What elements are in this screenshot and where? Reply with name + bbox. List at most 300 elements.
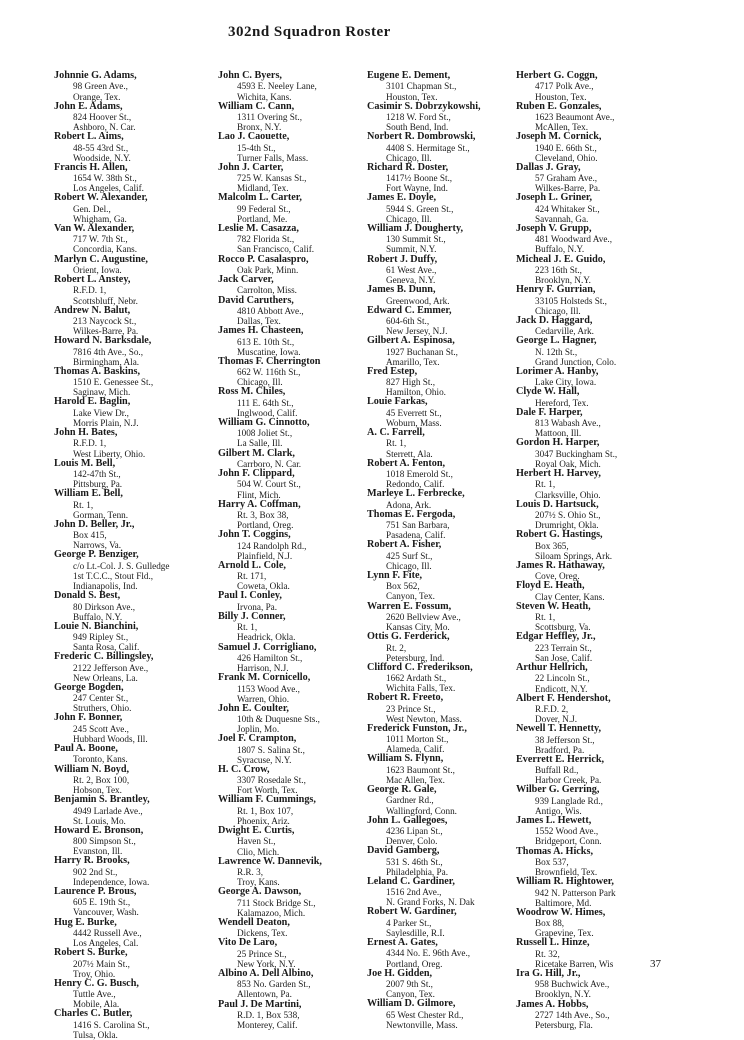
member-name: H. C. Crow, <box>218 763 270 775</box>
member-name: William R. Hightower, <box>516 876 614 888</box>
member-name: Micheal J. E. Guido, <box>516 253 606 265</box>
roster-entry <box>367 306 539 337</box>
roster-entry <box>218 530 390 561</box>
member-name: Marlyn C. Augustine, <box>54 253 148 265</box>
member-address-line: Oak Park, Minn. <box>237 264 299 275</box>
roster-entry <box>54 224 226 255</box>
roster-entry <box>367 102 539 133</box>
member-address-line: 1311 Overing St., <box>237 112 302 122</box>
member-name: Thomas A. Hicks, <box>516 845 593 857</box>
roster-entry <box>54 102 226 133</box>
roster-entry <box>218 826 390 857</box>
member-address-line: Rt. 32, <box>535 948 560 959</box>
member-address-line: 1552 Wood Ave., <box>535 826 599 837</box>
member-address-line: Rt. 1, Box 107, <box>237 805 294 816</box>
member-name: William C. Cann, <box>218 100 295 112</box>
member-name: John F. Bonner, <box>54 712 123 724</box>
member-name: Robert S. Burke, <box>54 947 128 959</box>
roster-entry <box>218 469 390 500</box>
member-address-line: Mobile, Ala. <box>73 999 120 1010</box>
member-address-line: Wichita, Kans. <box>237 91 292 102</box>
member-address-line: Orient, Iowa. <box>73 264 122 275</box>
member-name: Malcolm L. Carter, <box>218 192 302 204</box>
member-name: Jack Carver, <box>218 274 274 286</box>
member-name: William F. Cummings, <box>218 794 316 806</box>
member-address-line: Phoenix, Ariz. <box>237 815 290 826</box>
member-address-line: Vancouver, Wash. <box>73 907 139 918</box>
member-name: George L. Hagner, <box>516 335 597 347</box>
member-name: John F. Clippard, <box>218 468 295 480</box>
member-address-line: 1662 Ardath St., <box>386 673 447 684</box>
member-name: Harry R. Brooks, <box>54 855 130 867</box>
member-address-line: West Newton, Mass. <box>386 713 462 724</box>
member-name: Floyd E. Heath, <box>516 580 585 592</box>
member-name: Samuel J. Corrigliano, <box>218 641 317 653</box>
roster-entry <box>218 163 390 194</box>
member-address-line: Canyon, Tex. <box>386 591 435 602</box>
member-address-line: 2727 14th Ave., So., <box>535 1009 610 1020</box>
roster-entry <box>54 71 226 102</box>
member-address-line: 4 Parker St., <box>386 917 432 928</box>
member-name: Russell L. Hinze, <box>516 937 590 949</box>
roster-entry <box>54 887 226 918</box>
member-address-line: 725 W. Kansas St., <box>237 173 307 184</box>
member-address-line: 902 2nd St., <box>73 866 118 877</box>
member-name: Albino A. Dell Albino, <box>218 967 314 979</box>
member-name: Andrew N. Balut, <box>54 304 131 316</box>
member-address-line: 111 E. 64th St., <box>237 397 294 408</box>
member-address-line: Lake View Dr., <box>73 407 129 418</box>
member-address-line: 61 West Ave., <box>386 264 437 275</box>
member-address-line: 949 Ripley St., <box>73 632 129 643</box>
roster-entry <box>54 856 226 887</box>
member-address-line: Portland, Me. <box>237 213 288 224</box>
member-address-line: 80 Dirkson Ave., <box>73 601 136 612</box>
member-name: John D. Beller, Jr., <box>54 518 135 530</box>
member-address-line: 939 Langlade Rd., <box>535 795 603 806</box>
member-address-line: Hereford, Tex. <box>535 397 589 408</box>
member-address-line: 426 Hamilton St., <box>237 652 303 663</box>
member-address-line: Philadelphia, Pa. <box>386 866 449 877</box>
member-name: Henry C. G. Busch, <box>54 977 139 989</box>
member-address-line: 1416 S. Carolina St., <box>73 1019 150 1030</box>
roster-entry <box>516 224 712 255</box>
member-address-line: Clarksville, Ohio. <box>535 489 601 500</box>
roster-entry <box>367 846 539 877</box>
member-address-line: Fort Worth, Tex. <box>237 785 298 796</box>
member-address-line: Independence, Iowa. <box>73 876 150 887</box>
member-address-line: Hamilton, Ohio. <box>386 387 446 398</box>
member-address-line: Chicago, Ill. <box>386 152 432 163</box>
roster-entry <box>516 724 712 755</box>
member-address-line: McAllen, Tex. <box>535 122 589 133</box>
roster-entry <box>218 857 390 888</box>
member-address-line: Carrboro, N. Car. <box>237 458 302 469</box>
roster-entry <box>54 591 226 622</box>
member-address-line: Summit, N.Y. <box>386 244 437 255</box>
member-address-line: 3101 Chapman St., <box>386 81 457 92</box>
member-address-line: 3307 Rosedale St., <box>237 775 306 786</box>
member-address-line: R.F.D. 2, <box>535 704 569 714</box>
roster-entry <box>367 459 539 490</box>
member-name: David Caruthers, <box>218 294 294 306</box>
member-address-line: Rt. 2, <box>386 642 407 653</box>
member-address-line: Newtonville, Mass. <box>386 1019 458 1030</box>
member-address-line: Birmingham, Ala. <box>73 356 140 367</box>
member-name: Donald S. Best, <box>54 590 121 602</box>
member-name: Wendell Deaton, <box>218 916 290 928</box>
roster-entry <box>367 571 539 602</box>
member-address-line: Rt. 1, <box>73 499 94 510</box>
member-name: James L. Hewett, <box>516 814 592 826</box>
member-address-line: Plainfield, N.J. <box>237 550 293 561</box>
roster-entry <box>516 469 712 500</box>
member-address-line: 942 N. Patterson Park <box>535 887 616 898</box>
member-address-line: 4408 S. Hermitage St., <box>386 142 470 153</box>
member-address-line: Kansas City, Mo. <box>386 622 450 632</box>
member-address-line: Savannah, Ga. <box>535 213 589 224</box>
member-name: Joel F. Crampton, <box>218 733 297 745</box>
member-name: Joseph M. Cornick, <box>516 131 602 143</box>
member-name: Leslie M. Casazza, <box>218 222 299 234</box>
member-address-line: 25 Prince St., <box>237 948 287 959</box>
member-address-line: 1008 Joliet St., <box>237 428 293 439</box>
member-address-line: Woburn, Mass. <box>386 417 442 428</box>
member-address-line: Wallingford, Conn. <box>386 805 457 816</box>
member-name: Howard E. Bronson, <box>54 824 144 836</box>
member-address-line: 4344 No. E. 96th Ave., <box>386 948 471 959</box>
roster-entry <box>367 510 539 541</box>
roster-entry <box>54 744 226 765</box>
roster-entry <box>516 663 712 694</box>
member-name: Marleye L. Ferbrecke, <box>367 488 465 500</box>
member-address-line: 827 High St., <box>386 377 436 388</box>
member-address-line: 10th & Duquesne Sts., <box>237 714 320 725</box>
roster-entry <box>367 285 539 306</box>
member-name: Billy J. Conner, <box>218 610 286 622</box>
member-address-line: 207½ S. Ohio St., <box>535 510 601 521</box>
roster-entry <box>54 1009 226 1040</box>
member-address-line: 1623 Beaumont Ave., <box>535 112 615 122</box>
roster-entry <box>367 907 539 938</box>
member-name: Clifford C. Frederikson, <box>367 661 473 673</box>
member-address-line: Scottsbluff, Nebr. <box>73 295 138 306</box>
member-address-line: Dover, N.J. <box>535 714 577 725</box>
member-address-line: 1927 Buchanan St., <box>386 346 458 357</box>
member-address-line: Midland, Tex. <box>237 183 289 194</box>
roster-entry <box>516 969 712 1000</box>
roster-entry <box>54 550 226 591</box>
member-name: George Bogden, <box>54 681 124 693</box>
member-address-line: 1654 W. 38th St., <box>73 173 137 184</box>
roster-entry <box>516 163 712 194</box>
member-address-line: 213 Naycock St., <box>73 316 137 327</box>
member-address-line: Wichita Falls, Tex. <box>386 683 456 694</box>
member-address-line: Houston, Tex. <box>535 91 587 102</box>
roster-entry <box>367 71 539 102</box>
member-address-line: 604-6th St., <box>386 316 430 327</box>
member-address-line: 223 16th St., <box>535 264 582 275</box>
member-address-line: Allentown, Pa. <box>237 989 292 1000</box>
member-name: Lynn F. Fite, <box>367 569 423 581</box>
member-name: Gilbert A. Espinosa, <box>367 335 455 347</box>
member-address-line: 22 Lincoln St., <box>535 673 590 684</box>
member-address-line: 853 No. Garden St., <box>237 979 311 990</box>
member-name: Thomas F. Cherrington <box>218 355 321 367</box>
roster-entry <box>218 387 390 418</box>
member-address-line: Adona, Ark. <box>386 499 432 510</box>
member-name: Robert W. Alexander, <box>54 192 148 204</box>
member-name: Frederic C. Billingsley, <box>54 651 154 663</box>
member-address-line: 425 Surf St., <box>386 550 433 561</box>
member-address-line: Fort Wayne, Ind. <box>386 183 448 194</box>
member-address-line: R.F.D. 1, <box>73 438 107 449</box>
member-name: Robert L. Anstey, <box>54 274 131 286</box>
member-name: Henry F. Gurrian, <box>516 284 596 296</box>
roster-entry <box>218 357 390 388</box>
member-address-line: 207½ Main St., <box>73 958 130 969</box>
member-name: Dale F. Harper, <box>516 406 583 418</box>
roster-entry <box>218 612 390 643</box>
roster-entry <box>367 367 539 398</box>
member-address-line: Irvona, Pa. <box>237 601 278 612</box>
member-address-line: 1218 W. Ford St., <box>386 112 451 122</box>
roster-entry <box>367 663 539 694</box>
roster-entry <box>54 397 226 428</box>
member-address-line: Siloam Springs, Ark. <box>535 550 613 561</box>
roster-entry <box>54 132 226 163</box>
member-address-line: Evanston, Ill. <box>73 846 123 857</box>
roster-entry <box>218 969 390 1000</box>
member-name: William J. Dougherty, <box>367 222 464 234</box>
member-name: Robert R. Freeto, <box>367 692 444 704</box>
member-name: Edgar Heffley, Jr., <box>516 631 596 643</box>
member-name: Fred Estep, <box>367 365 418 377</box>
roster-entry <box>218 193 390 224</box>
roster-column-3 <box>367 71 539 1030</box>
member-address-line: R.D. 1, Box 538, <box>237 1009 300 1020</box>
member-address-line: Grapevine, Tex. <box>535 928 594 939</box>
roster-entry <box>54 622 226 653</box>
roster-entry <box>218 918 390 939</box>
member-name: William E. Bell, <box>54 488 123 500</box>
member-address-line: Redondo, Calif. <box>386 479 445 490</box>
member-address-line: 33105 Holsteds St., <box>535 295 607 306</box>
roster-entry <box>218 765 390 796</box>
member-name: Thomas A. Baskins, <box>54 365 141 377</box>
member-address-line: Hobson, Tex. <box>73 785 122 796</box>
roster-entry <box>516 938 712 969</box>
member-name: James B. Dunn, <box>367 284 436 296</box>
roster-entry <box>367 693 539 724</box>
member-address-line: Los Angeles, Cal. <box>73 938 139 949</box>
member-address-line: 1510 E. Genessee St., <box>73 377 154 388</box>
member-address-line: 7816 4th Ave., So., <box>73 346 144 357</box>
member-address-line: 958 Buchwick Ave., <box>535 979 610 990</box>
member-address-line: Joplin, Mo. <box>237 724 280 735</box>
member-address-line: Orange, Tex. <box>73 91 121 102</box>
member-address-line: 1018 Emerold St., <box>386 469 453 480</box>
member-name: John E. Coulter, <box>218 702 289 714</box>
member-address-line: Kalamazoo, Mich. <box>237 907 306 918</box>
member-address-line: 1011 Morton St., <box>386 734 449 745</box>
member-name: James E. Doyle, <box>367 192 437 204</box>
member-address-line: 481 Woodward Ave., <box>535 234 613 245</box>
roster-entry <box>218 418 390 449</box>
member-address-line: Inglwood, Calif. <box>237 407 298 418</box>
roster-entry <box>367 193 539 224</box>
roster-entry <box>218 102 390 133</box>
member-address-line: Bronx, N.Y. <box>237 122 282 133</box>
member-name: John T. Coggins, <box>218 529 291 541</box>
member-address-line: Brooklyn, N.Y. <box>535 275 591 286</box>
roster-entry <box>516 316 712 337</box>
member-name: Leland C. Gardiner, <box>367 875 455 887</box>
member-name: A. C. Farrell, <box>367 427 425 439</box>
member-address-line: Concordia, Kans. <box>73 244 138 255</box>
member-address-line: 5944 S. Green St., <box>386 203 454 214</box>
member-address-line: Headrick, Okla. <box>237 632 296 643</box>
roster-entry <box>516 581 712 602</box>
member-address-line: 1623 Baumont St., <box>386 764 455 775</box>
member-address-line: Petersburg, Ind. <box>386 652 445 663</box>
member-name: Robert A. Fisher, <box>367 539 442 551</box>
member-name: Thomas E. Fergoda, <box>367 508 456 520</box>
roster-entry <box>516 877 712 908</box>
member-address-line: 782 Florida St., <box>237 234 295 245</box>
member-address-line: South Bend, Ind. <box>386 122 449 133</box>
roster-entry <box>218 561 390 592</box>
member-name: James H. Chasteen, <box>218 325 304 337</box>
roster-entry <box>516 71 712 102</box>
member-name: Joseph L. Griner, <box>516 192 593 204</box>
member-address-line: Alameda, Calif. <box>386 744 445 755</box>
member-address-line: 3047 Buckingham St., <box>535 448 618 459</box>
member-name: Louis D. Hartsuck, <box>516 498 599 510</box>
member-name: Louis M. Bell, <box>54 457 116 469</box>
roster-entry <box>367 255 539 286</box>
roster-entry <box>218 1000 390 1031</box>
member-name: Arnold L. Cole, <box>218 559 286 571</box>
member-address-line: 2122 Jefferson Ave., <box>73 662 149 673</box>
roster-entry <box>516 102 712 133</box>
roster-entry <box>516 336 712 367</box>
roster-entry <box>516 694 712 725</box>
member-address-line: Dallas, Tex. <box>237 316 281 327</box>
member-address-line: La Salle, Ill. <box>237 438 283 449</box>
roster-entry <box>54 336 226 367</box>
member-address-line: Rt. 1, <box>535 479 556 490</box>
roster-entry <box>54 652 226 683</box>
member-name: Herbert H. Harvey, <box>516 468 601 480</box>
roster-entry <box>516 387 712 408</box>
roster-entry <box>54 765 226 796</box>
member-address-line: Rt. 1, <box>386 438 407 449</box>
member-address-line: Toronto, Kans. <box>73 754 128 765</box>
roster-entry <box>54 275 226 306</box>
member-address-line: Box 562, <box>386 581 420 592</box>
member-name: William G. Cinnotto, <box>218 416 310 428</box>
member-address-line: Brooklyn, N.Y. <box>535 989 591 1000</box>
member-address-line: Cedarville, Ark. <box>535 326 594 337</box>
member-address-line: Troy, Ohio. <box>73 968 116 979</box>
roster-entry <box>218 296 390 327</box>
roster-entry <box>218 887 390 918</box>
member-name: Ottis G. Ferderick, <box>367 631 450 643</box>
member-name: Howard N. Barksdale, <box>54 335 152 347</box>
member-address-line: 65 West Chester Rd., <box>386 1009 464 1020</box>
member-address-line: Syracuse, N.Y. <box>237 754 292 765</box>
member-name: Eugene E. Dement, <box>367 70 451 81</box>
member-address-line: San Jose, Calif. <box>535 652 593 663</box>
roster-entry <box>218 591 390 612</box>
member-address-line: 4442 Russell Ave., <box>73 927 142 938</box>
member-address-line: Dickens, Tex. <box>237 928 288 939</box>
member-address-line: Santa Rosa, Calif. <box>73 642 140 653</box>
member-address-line: Indianapolis, Ind. <box>73 581 138 591</box>
member-name: John L. Gallegoes, <box>367 814 448 826</box>
member-address-line: 1153 Wood Ave., <box>237 683 300 694</box>
roster-entry <box>367 816 539 847</box>
member-address-line: 711 Stock Bridge St., <box>237 897 316 908</box>
roster-entry <box>218 132 390 163</box>
member-address-line: 245 Scott Ave., <box>73 723 129 734</box>
member-name: Jack D. Haggard, <box>516 314 593 326</box>
member-address-line: 124 Randolph Rd., <box>237 540 307 551</box>
member-address-line: Buffalo, N.Y. <box>535 244 585 255</box>
member-address-line: Baltimore, Md. <box>535 897 592 908</box>
member-name: Everrett E. Herrick, <box>516 753 605 765</box>
member-address-line: Petersburg, Fla. <box>535 1020 593 1031</box>
member-name: Vito De Laro, <box>218 937 278 949</box>
member-address-line: Buffall Rd., <box>535 765 579 776</box>
roster-entry <box>367 969 539 1000</box>
member-name: Steven W. Heath, <box>516 600 591 612</box>
member-name: Herbert G. Coggn, <box>516 70 598 81</box>
member-address-line: 4593 E. Neeley Lane, <box>237 81 317 92</box>
member-address-line: 45 Everrett St., <box>386 407 442 418</box>
member-address-line: 57 Graham Ave., <box>535 173 598 184</box>
member-address-line: 4949 Larlade Ave., <box>73 805 143 816</box>
roster-entry <box>367 540 539 571</box>
member-address-line: Gorman, Tenn. <box>73 509 129 520</box>
roster-entry <box>367 632 539 663</box>
roster-entry <box>218 734 390 765</box>
member-name: Hug E. Burke, <box>54 916 117 928</box>
roster-entry <box>367 336 539 367</box>
member-address-line: Ashboro, N. Car. <box>73 122 136 133</box>
member-address-line: 1417½ Boone St., <box>386 173 453 184</box>
roster-entry <box>367 224 539 255</box>
member-address-line: Monterey, Calif. <box>237 1020 298 1031</box>
member-address-line: R.F.D. 1, <box>73 285 107 296</box>
member-address-line: Wilkes-Barre, Pa. <box>73 326 139 337</box>
roster-entry <box>516 408 712 439</box>
roster-entry <box>367 877 539 908</box>
roster-entry <box>516 602 712 633</box>
member-address-line: 142-47th St., <box>73 469 121 480</box>
member-name: Paul J. De Martini, <box>218 998 302 1010</box>
roster-entry <box>367 163 539 194</box>
member-address-line: Harrison, N.J. <box>237 663 289 673</box>
member-address-line: Ricetake Barren, Wis <box>535 958 614 969</box>
member-address-line: Saginaw, Mich. <box>73 387 131 398</box>
member-name: John H. Bates, <box>54 427 118 439</box>
member-address-line: Saylesdille, R.I. <box>386 927 445 938</box>
member-address-line: Antigo, Wis. <box>535 805 582 816</box>
member-address-line: Woodside, N.Y. <box>73 152 131 163</box>
member-name: Charles C. Butler, <box>54 1008 133 1020</box>
